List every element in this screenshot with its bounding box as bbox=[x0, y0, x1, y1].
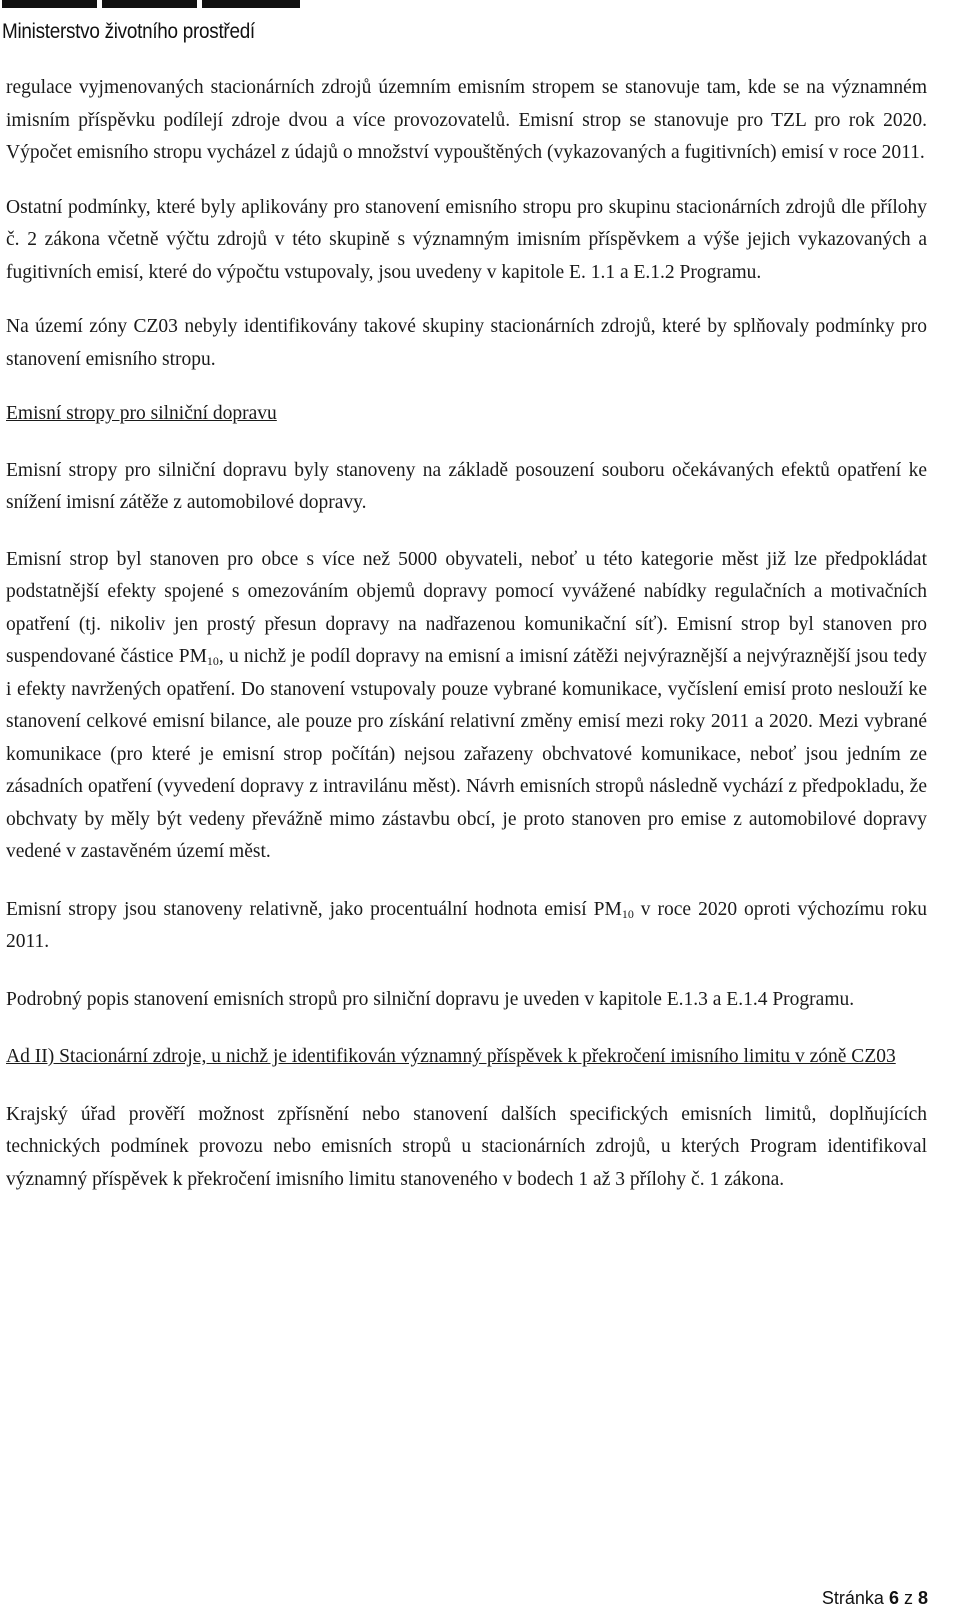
paragraph-relative-ceilings bbox=[6, 894, 927, 959]
text-segment: Emisní stropy jsou stanoveny relativně, jako procentuální hodnota emisí PM bbox=[6, 898, 622, 920]
text-segment: v roce 2020 oproti výchozímu roku 2011. bbox=[6, 898, 927, 952]
document-body bbox=[6, 72, 927, 1196]
page-label: Stránka bbox=[821, 1588, 884, 1608]
paragraph-municipality-ceiling bbox=[6, 544, 927, 869]
header-bar bbox=[102, 0, 197, 8]
subscript: 10 bbox=[206, 654, 219, 668]
paragraph-other-conditions: Ostatní podmínky, které byly aplikovány pro stanovení emisního stropu pro skupinu stacionárních zdrojů dle přílohy č. 2 zákona včetně výčtu zdrojů v této skupině s významným imisním příspěvkem a výše jejich vykazovaných a fugitivních emisí, které do výpočtu vstupovaly, jsou uvedeny v kapitole E. 1.1 a E.1.2 Programu. bbox=[6, 196, 927, 283]
page-number bbox=[822, 1588, 928, 1609]
page-of: z bbox=[903, 1588, 913, 1608]
paragraph-regional-office: Krajský úřad prověří možnost zpřísnění nebo stanovení dalších specifických emisních limitů, doplňujících technických podmínek provozu nebo emisních stropů u stacionárních zdrojů, u kterých Program identifikoval významný příspěvek k překročení imisního limitu stanoveného v bodech 1 až 3 přílohy č. 1 zákona. bbox=[6, 1103, 927, 1190]
heading-ad-ii: Ad II) Stacionární zdroje, u nichž je identifikován významný příspěvek k překročení imisního limitu v zóně CZ03 bbox=[6, 1046, 896, 1067]
header-bar bbox=[2, 0, 97, 8]
ministry-name: Ministerstvo životního prostředí bbox=[2, 20, 255, 43]
paragraph-stationary-sources: regulace vyjmenovaných stacionárních zdrojů územním emisním stropem se stanovuje tam, kde se na významném imisním příspěvku podílejí zdroje dvou a více provozovatelů. Emisní strop se stanovuje pro TZL pro rok 2020. Výpočet emisního stropu vycházel z údajů o množství vypouštěných (vykazovaných a fugitivních) emisí v roce 2011. bbox=[6, 77, 927, 163]
subscript: 10 bbox=[621, 906, 634, 921]
text-segment: , u nichž je podíl dopravy na emisní a imisní zátěži nejvýraznější a nejvýraznější jsou tedy i efekty navržených opatření. Do stanovení vstupovaly pouze vybrané komunikace, vyčíslení emisí proto neslouží ke stanovení celkové emisní bilance, ale pouze pro získání relativní změny emisí mezi roky 2011 a 2020. Mezi vybrané komunikace (pro které je emisní strop počítán) nejsou zařazeny obchvatové komunikace, neboť jsou jedním ze zásadních opatření (vyvedení dopravy z intravilánu měst). Návrh emisních stropů následně vychází z předpokladu, že obchvaty by měly být vedeny převážně mimo zástavbu obcí, je proto stanoven pro emise z automobilové dopravy vedené v zastavěném území měst. bbox=[6, 646, 927, 862]
paragraph-road-transport-ceilings: Emisní stropy pro silniční dopravu byly stanoveny na základě posouzení souboru očekávaných efektů opatření ke snížení imisní zátěže z automobilové dopravy. bbox=[6, 459, 927, 513]
text-segment: Emisní strop byl stanoven pro obce s více než 5000 obyvateli, neboť u této kategorie měst již lze předpokládat podstatnější efekty spojené s omezováním objemů dopravy pomocí vyvážené nabídky regulačních a motivačních opatření (tj. nikoliv jen prostý přesun dopravy na nadřazenou komunikační síť). Emisní strop byl stanoven pro suspendované částice PM bbox=[6, 548, 927, 667]
heading-road-transport: Emisní stropy pro silniční dopravu bbox=[6, 403, 277, 424]
paragraph-cz03-zone: Na území zóny CZ03 nebyly identifikovány takové skupiny stacionárních zdrojů, které by splňovaly podmínky pro stanovení emisního stropu. bbox=[6, 316, 927, 370]
current-page: 6 bbox=[888, 1588, 899, 1608]
header-bars bbox=[2, 0, 300, 8]
header-bar bbox=[202, 0, 300, 8]
paragraph-detailed-description: Podrobný popis stanovení emisních stropů pro silniční dopravu je uveden v kapitole E.1.3 a E.1.4 Programu. bbox=[6, 988, 855, 1010]
total-pages: 8 bbox=[917, 1588, 928, 1608]
